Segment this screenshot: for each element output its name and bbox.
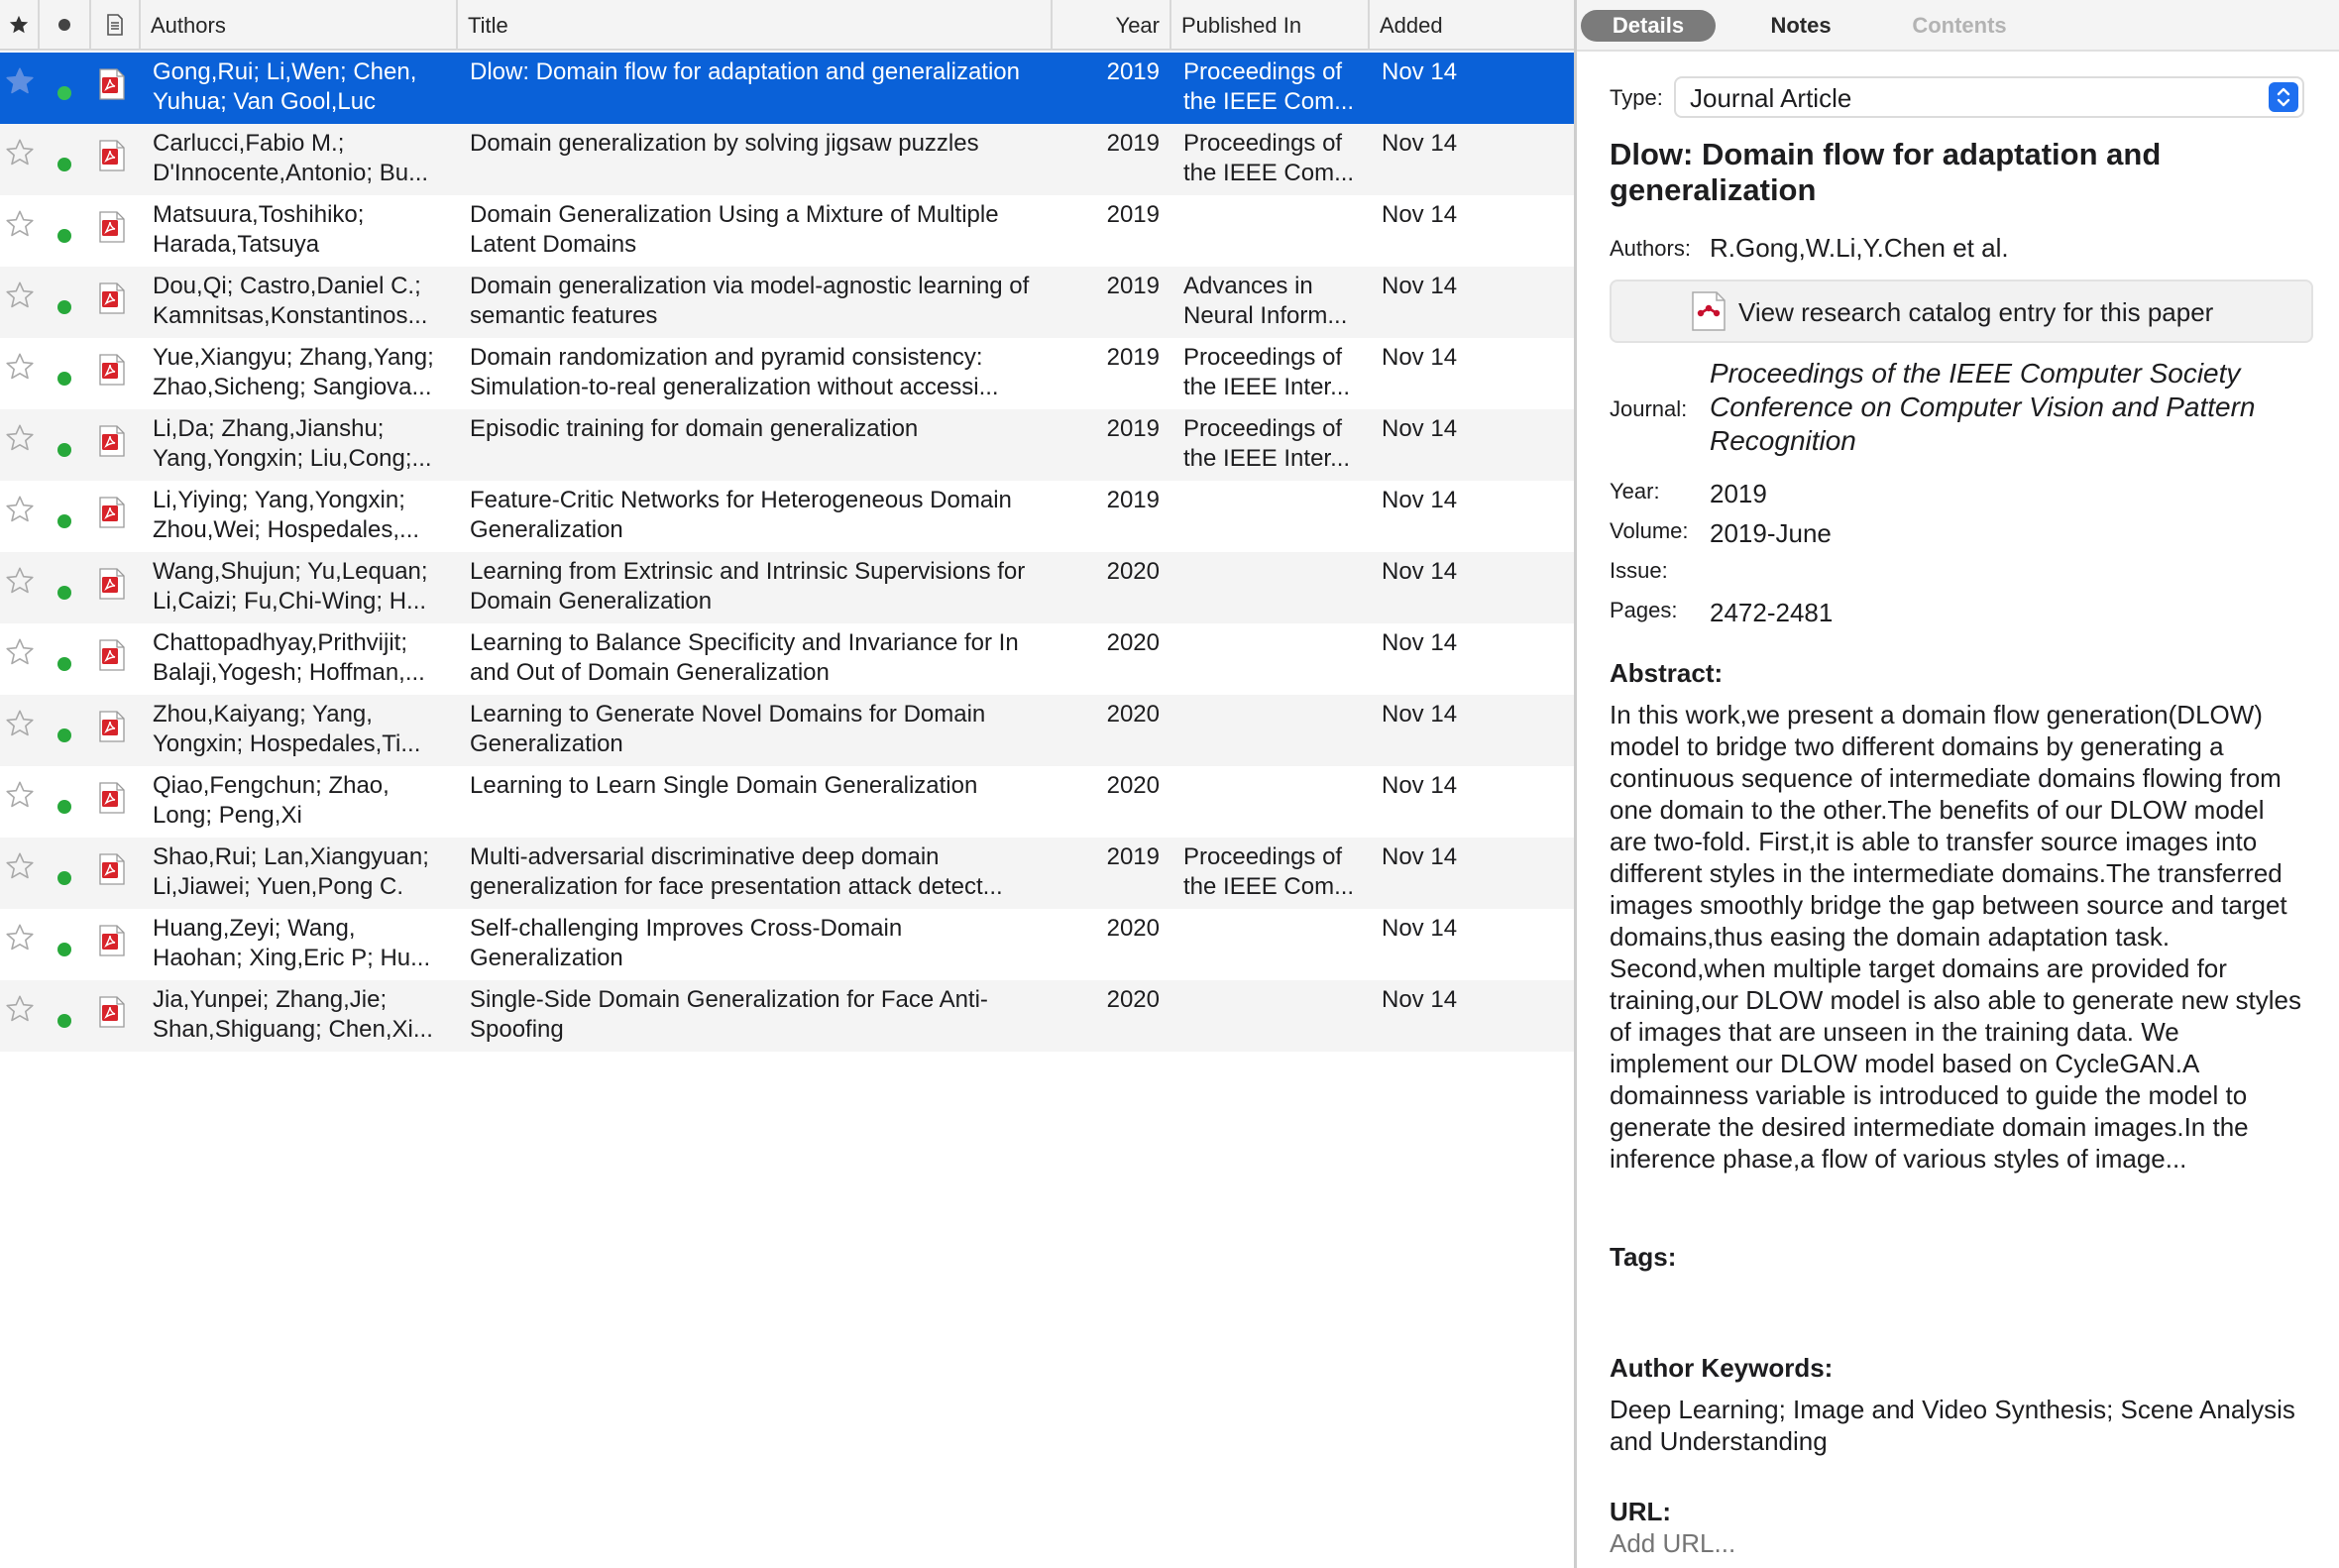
document-icon <box>106 14 124 36</box>
row-authors: Li,Da; Zhang,Jianshu; Yang,Yongxin; Liu,Cong;... <box>153 415 432 472</box>
row-title: Multi-adversarial discriminative deep domain generalization for face presentation attack detect... <box>470 843 1003 900</box>
pdf-icon[interactable] <box>99 925 131 964</box>
row-added: Nov 14 <box>1382 344 1458 371</box>
read-status-icon[interactable] <box>57 578 79 608</box>
table-row[interactable] <box>0 552 1574 623</box>
row-authors: Matsuura,Toshihiko; Harada,Tatsuya <box>153 201 365 258</box>
document-title[interactable]: Dlow: Domain flow for adaptation and generalization <box>1610 137 2162 207</box>
favorite-star-icon[interactable] <box>2 922 38 961</box>
row-year: 2020 <box>1106 629 1160 656</box>
details-pane <box>1577 0 2339 1568</box>
row-year: 2019 <box>1106 201 1160 228</box>
pdf-icon[interactable] <box>99 497 131 536</box>
read-status-icon[interactable] <box>57 935 79 964</box>
view-catalog-button[interactable] <box>1610 280 2313 343</box>
favorite-star-icon[interactable] <box>2 565 38 605</box>
table-row[interactable] <box>0 338 1574 409</box>
favorite-star-icon[interactable] <box>2 993 38 1033</box>
row-title: Learning to Generate Novel Domains for Domain Generalization <box>470 701 986 757</box>
read-status-icon[interactable] <box>57 364 79 393</box>
row-added: Nov 14 <box>1382 986 1458 1013</box>
year-label: Year: <box>1610 479 1660 504</box>
row-year: 2019 <box>1106 843 1160 870</box>
favorite-star-icon[interactable] <box>2 351 38 391</box>
star-icon <box>8 14 30 36</box>
abstract-text[interactable]: In this work,we present a domain flow generation(DLOW) model to bridge two different domains by generating a continuous sequence of intermediate domains flowing from one domain to the other.The benefits of our DLOW model are two-fold. First,it is able to transfer source images into different styles in the intermediate domains.The transferred images smoothly bridge the gap between source and target domains,thus easing the domain adaptation task. Second,when multiple target domains are provided for training,our DLOW model is also able to generate new styles of images that are unseen in the training data. We implement our DLOW model based on CycleGAN.A domainness variable is introduced to guide the model to generate the desired intermediate domain images.In the inference phase,a flow of various styles of image... <box>1610 700 2302 1174</box>
row-authors: Li,Yiying; Yang,Yongxin; Zhou,Wei; Hospedales,... <box>153 487 420 543</box>
pdf-icon[interactable] <box>99 568 131 608</box>
row-authors: Zhou,Kaiyang; Yang, Yongxin; Hospedales,Ti... <box>153 701 421 757</box>
row-published-in: Proceedings of the IEEE Com... <box>1183 58 1355 115</box>
read-status-icon[interactable] <box>57 1006 79 1036</box>
row-authors: Chattopadhyay,Prithvijit; Balaji,Yogesh; Hoffman,... <box>153 629 425 686</box>
read-status-column-header[interactable] <box>40 0 91 51</box>
authors-column-header[interactable]: Authors <box>141 0 458 51</box>
dot-icon <box>56 17 72 33</box>
row-published-in: Proceedings of the IEEE Com... <box>1183 130 1355 186</box>
row-added: Nov 14 <box>1382 273 1458 299</box>
read-status-icon[interactable] <box>57 78 79 108</box>
row-title: Feature-Critic Networks for Heterogeneous Domain Generalization <box>470 487 1012 543</box>
favorite-star-icon[interactable] <box>2 779 38 819</box>
row-added: Nov 14 <box>1382 487 1458 513</box>
list-header <box>0 0 1574 51</box>
table-row[interactable] <box>0 195 1574 267</box>
row-year: 2019 <box>1106 344 1160 371</box>
read-status-icon[interactable] <box>57 150 79 179</box>
authors-label: Authors: <box>1610 236 1691 261</box>
select-stepper-icon <box>2269 82 2298 112</box>
row-year: 2019 <box>1106 415 1160 442</box>
row-title: Dlow: Domain flow for adaptation and generalization <box>470 58 1020 85</box>
row-added: Nov 14 <box>1382 201 1458 228</box>
pdf-icon[interactable] <box>99 996 131 1036</box>
pdf-icon[interactable] <box>99 425 131 465</box>
volume-label: Volume: <box>1610 518 1689 543</box>
url-input[interactable] <box>1610 1528 2105 1559</box>
read-status-icon[interactable] <box>57 292 79 322</box>
row-authors: Shao,Rui; Lan,Xiangyuan; Li,Jiawei; Yuen,Pong C. <box>153 843 429 900</box>
row-year: 2020 <box>1106 986 1160 1013</box>
row-published-in: Advances in Neural Inform... <box>1183 273 1348 329</box>
added-column-header[interactable]: Added <box>1380 13 1443 38</box>
row-added: Nov 14 <box>1382 701 1458 728</box>
row-added: Nov 14 <box>1382 915 1458 942</box>
type-label: Type: <box>1610 85 1663 110</box>
read-status-icon[interactable] <box>57 721 79 750</box>
url-heading: URL: <box>1610 1497 1672 1526</box>
type-select-value: Journal Article <box>1690 83 1852 113</box>
row-title: Learning from Extrinsic and Intrinsic Supervisions for Domain Generalization <box>470 558 1026 615</box>
row-title: Single-Side Domain Generalization for Face Anti-Spoofing <box>470 986 988 1043</box>
row-added: Nov 14 <box>1382 130 1458 157</box>
table-row[interactable] <box>0 124 1574 195</box>
table-row[interactable] <box>0 766 1574 838</box>
row-title: Episodic training for domain generalization <box>470 415 919 442</box>
row-title: Domain randomization and pyramid consistency: Simulation-to-real generalization without accessi... <box>470 344 999 400</box>
tab-contents: Contents <box>1912 13 2007 38</box>
read-status-icon[interactable] <box>57 221 79 251</box>
table-row[interactable] <box>0 53 1574 124</box>
row-title: Learning to Balance Specificity and Invariance for In and Out of Domain Generalization <box>470 629 1019 686</box>
table-row[interactable] <box>0 909 1574 980</box>
tab-details[interactable]: Details <box>1581 10 1716 42</box>
row-year: 2019 <box>1106 130 1160 157</box>
pages-value[interactable]: 2472-2481 <box>1710 598 1834 627</box>
table-row[interactable] <box>0 481 1574 552</box>
row-added: Nov 14 <box>1382 843 1458 870</box>
author-keywords-heading: Author Keywords: <box>1610 1353 1834 1383</box>
row-authors: Huang,Zeyi; Wang, Haohan; Xing,Eric P; Hu... <box>153 915 431 971</box>
pdf-icon[interactable] <box>99 853 131 893</box>
favorite-star-icon[interactable] <box>2 280 38 319</box>
pages-label: Pages: <box>1610 598 1678 622</box>
row-year: 2020 <box>1106 558 1160 585</box>
journal-value[interactable]: Proceedings of the IEEE Computer Society Conference on Computer Vision and Pattern Recognition <box>1710 358 2256 456</box>
row-authors: Gong,Rui; Li,Wen; Chen, Yuhua; Van Gool,Luc <box>153 58 417 115</box>
table-row[interactable] <box>0 409 1574 481</box>
favorite-star-icon[interactable] <box>2 208 38 248</box>
row-authors: Carlucci,Fabio M.; D'Innocente,Antonio; Bu... <box>153 130 429 186</box>
read-status-icon[interactable] <box>57 792 79 822</box>
favorite-star-icon[interactable] <box>2 137 38 176</box>
pdf-icon[interactable] <box>99 68 131 108</box>
pdf-icon[interactable] <box>99 782 131 822</box>
row-published-in: Proceedings of the IEEE Inter... <box>1183 344 1351 400</box>
row-year: 2020 <box>1106 772 1160 799</box>
file-column-header[interactable] <box>91 0 141 51</box>
row-authors: Yue,Xiangyu; Zhang,Yang; Zhao,Sicheng; Sangiova... <box>153 344 434 400</box>
row-added: Nov 14 <box>1382 629 1458 656</box>
row-published-in: Proceedings of the IEEE Com... <box>1183 843 1355 900</box>
row-added: Nov 14 <box>1382 58 1458 85</box>
year-value[interactable]: 2019 <box>1710 479 1767 508</box>
tags-heading: Tags: <box>1610 1242 1677 1272</box>
read-status-icon[interactable] <box>57 506 79 536</box>
published-in-column-header[interactable]: Published In <box>1171 0 1370 51</box>
mendeley-icon <box>1691 291 1726 336</box>
pdf-icon[interactable] <box>99 282 131 322</box>
table-row[interactable] <box>0 980 1574 1052</box>
favorite-star-icon[interactable] <box>2 422 38 462</box>
row-title: Domain Generalization Using a Mixture of Multiple Latent Domains <box>470 201 999 258</box>
row-title: Domain generalization by solving jigsaw puzzles <box>470 130 979 157</box>
row-authors: Jia,Yunpei; Zhang,Jie; Shan,Shiguang; Chen,Xi... <box>153 986 433 1043</box>
row-year: 2019 <box>1106 487 1160 513</box>
issue-label: Issue: <box>1610 558 1668 583</box>
volume-value[interactable]: 2019-June <box>1710 518 1832 548</box>
row-year: 2020 <box>1106 701 1160 728</box>
title-column-header[interactable]: Title <box>458 0 1053 51</box>
row-authors: Wang,Shujun; Yu,Lequan; Li,Caizi; Fu,Chi-Wing; H... <box>153 558 428 615</box>
row-year: 2019 <box>1106 58 1160 85</box>
row-added: Nov 14 <box>1382 415 1458 442</box>
read-status-icon[interactable] <box>57 435 79 465</box>
pdf-icon[interactable] <box>99 211 131 251</box>
favorite-star-icon[interactable] <box>2 850 38 890</box>
year-column-header[interactable]: Year <box>1053 0 1171 51</box>
detail-tab-bar <box>1577 0 2339 52</box>
authors-value[interactable]: R.Gong,W.Li,Y.Chen et al. <box>1710 233 2009 263</box>
table-row[interactable] <box>0 623 1574 695</box>
row-year: 2020 <box>1106 915 1160 942</box>
table-row[interactable] <box>0 695 1574 766</box>
favorite-star-icon[interactable] <box>2 65 38 105</box>
pdf-icon[interactable] <box>99 639 131 679</box>
read-status-icon[interactable] <box>57 649 79 679</box>
row-published-in: Proceedings of the IEEE Inter... <box>1183 415 1351 472</box>
view-catalog-button-label: View research catalog entry for this paper <box>1738 297 2214 327</box>
favorite-star-icon[interactable] <box>2 708 38 747</box>
row-title: Self-challenging Improves Cross-Domain Generalization <box>470 915 903 971</box>
pdf-icon[interactable] <box>99 711 131 750</box>
row-authors: Dou,Qi; Castro,Daniel C.; Kamnitsas,Konstantinos... <box>153 273 428 329</box>
type-select[interactable] <box>1674 76 2304 118</box>
read-status-icon[interactable] <box>57 863 79 893</box>
tab-notes[interactable]: Notes <box>1770 13 1832 38</box>
journal-label: Journal: <box>1610 396 1688 421</box>
row-added: Nov 14 <box>1382 558 1458 585</box>
row-authors: Qiao,Fengchun; Zhao, Long; Peng,Xi <box>153 772 390 829</box>
row-year: 2019 <box>1106 273 1160 299</box>
favorite-star-icon[interactable] <box>2 636 38 676</box>
abstract-heading: Abstract: <box>1610 658 1724 688</box>
row-added: Nov 14 <box>1382 772 1458 799</box>
row-title: Learning to Learn Single Domain Generalization <box>470 772 978 799</box>
author-keywords-value[interactable]: Deep Learning; Image and Video Synthesis; Scene Analysis and Understanding <box>1610 1395 2295 1456</box>
table-row[interactable] <box>0 267 1574 338</box>
favorite-star-icon[interactable] <box>2 494 38 533</box>
pdf-icon[interactable] <box>99 140 131 179</box>
favorite-column-header[interactable] <box>0 0 40 51</box>
row-title: Domain generalization via model-agnostic learning of semantic features <box>470 273 1030 329</box>
table-row[interactable] <box>0 838 1574 909</box>
pdf-icon[interactable] <box>99 354 131 393</box>
